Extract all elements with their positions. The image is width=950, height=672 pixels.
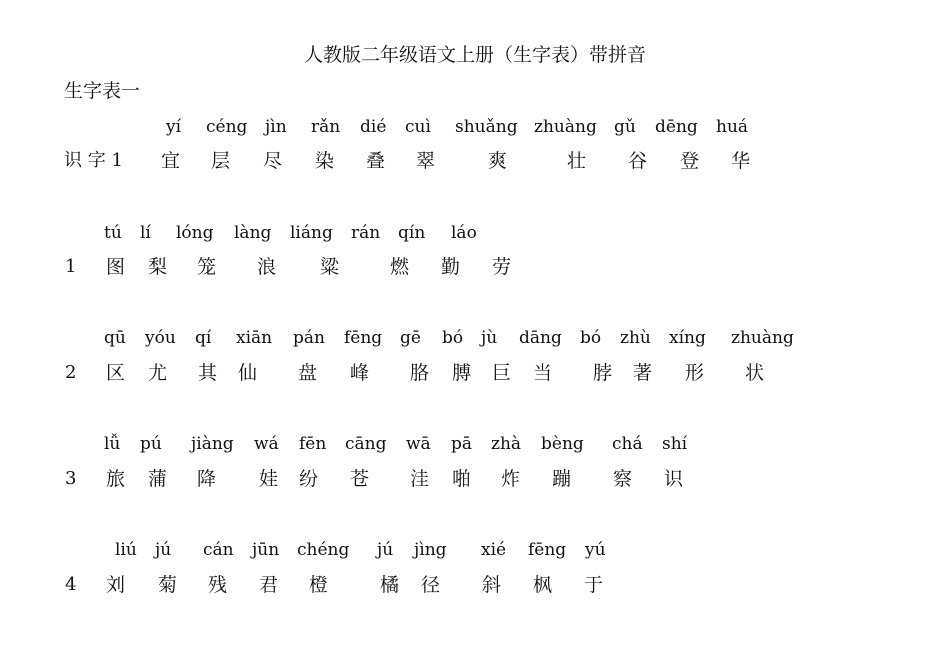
character: 爽 xyxy=(488,150,508,172)
pinyin: tú xyxy=(104,223,122,243)
character: 华 xyxy=(731,150,751,172)
pinyin: qí xyxy=(195,328,212,348)
pinyin: chá xyxy=(612,434,643,454)
character: 其 xyxy=(198,362,218,384)
character: 脖 xyxy=(593,362,613,384)
row-label: 1 xyxy=(65,256,77,277)
character: 巨 xyxy=(492,362,512,384)
character: 君 xyxy=(259,574,279,596)
character: 登 xyxy=(680,150,700,172)
character: 勤 xyxy=(441,256,461,278)
character: 苍 xyxy=(350,468,370,490)
pinyin: shí xyxy=(662,434,688,454)
pinyin: yí xyxy=(166,117,182,137)
character: 染 xyxy=(315,150,335,172)
character: 宜 xyxy=(161,150,181,172)
character: 浪 xyxy=(257,256,277,278)
character: 层 xyxy=(211,150,231,172)
pinyin: lí xyxy=(140,223,151,243)
character: 当 xyxy=(533,362,553,384)
row-label: 3 xyxy=(65,468,77,489)
pinyin: wā xyxy=(406,434,431,454)
character: 于 xyxy=(584,574,604,596)
pinyin: zhuàng xyxy=(534,117,597,137)
pinyin: lǚ xyxy=(104,434,121,454)
character: 刘 xyxy=(106,574,126,596)
character: 识 xyxy=(664,468,684,490)
document-title: 人教版二年级语文上册（生字表）带拼音 xyxy=(303,44,646,66)
pinyin: jiàng xyxy=(191,434,234,454)
pinyin: zhà xyxy=(491,434,522,454)
pinyin: rǎn xyxy=(311,117,341,137)
pinyin: xiān xyxy=(236,328,273,348)
pinyin: cāng xyxy=(345,434,387,454)
pinyin: xíng xyxy=(669,328,706,348)
character: 峰 xyxy=(350,362,370,384)
pinyin: dāng xyxy=(519,328,562,348)
character: 橙 xyxy=(309,574,329,596)
pinyin: xié xyxy=(481,540,507,560)
pinyin: pú xyxy=(140,434,162,454)
pinyin: gē xyxy=(400,328,421,348)
pinyin: làng xyxy=(234,223,272,243)
pinyin: cuì xyxy=(405,117,431,137)
pinyin: pā xyxy=(451,434,473,454)
pinyin: yóu xyxy=(145,328,176,348)
pinyin: shuǎng xyxy=(455,117,518,137)
pinyin: lóng xyxy=(176,223,214,243)
character: 旅 xyxy=(106,468,126,490)
pinyin: yú xyxy=(585,540,606,560)
pinyin: jú xyxy=(377,540,394,560)
character: 橘 xyxy=(380,574,400,596)
pinyin: qín xyxy=(398,223,426,243)
row-label: 2 xyxy=(65,362,77,383)
character: 蹦 xyxy=(552,468,572,490)
section-title: 生字表一 xyxy=(64,80,141,102)
character: 区 xyxy=(106,362,126,384)
pinyin: bó xyxy=(442,328,464,348)
pinyin: liáng xyxy=(290,223,333,243)
character: 洼 xyxy=(410,468,430,490)
character: 蒲 xyxy=(148,468,168,490)
pinyin: jūn xyxy=(252,540,280,560)
character: 膊 xyxy=(452,362,472,384)
pinyin: jú xyxy=(155,540,172,560)
pinyin: liú xyxy=(115,540,137,560)
character: 胳 xyxy=(410,362,430,384)
character: 察 xyxy=(613,468,633,490)
pinyin: dié xyxy=(360,117,387,137)
pinyin: dēng xyxy=(655,117,698,137)
pinyin: pán xyxy=(293,328,325,348)
character: 尽 xyxy=(263,150,283,172)
pinyin: chéng xyxy=(297,540,350,560)
character: 降 xyxy=(197,468,217,490)
pinyin: zhuàng xyxy=(731,328,794,348)
pinyin: wá xyxy=(254,434,279,454)
character: 图 xyxy=(106,256,126,278)
character: 著 xyxy=(633,362,653,384)
character: 炸 xyxy=(501,468,521,490)
pinyin: cán xyxy=(203,540,234,560)
character: 仙 xyxy=(238,362,258,384)
pinyin: jìn xyxy=(265,117,287,137)
character: 燃 xyxy=(390,256,410,278)
character: 粱 xyxy=(320,256,340,278)
pinyin: rán xyxy=(351,223,381,243)
character: 翠 xyxy=(416,150,436,172)
pinyin: fēn xyxy=(299,434,327,454)
pinyin: láo xyxy=(451,223,477,243)
character: 啪 xyxy=(452,468,472,490)
pinyin: jù xyxy=(481,328,498,348)
pinyin: fēng xyxy=(344,328,383,348)
character: 谷 xyxy=(628,150,648,172)
character: 梨 xyxy=(148,256,168,278)
pinyin: bó xyxy=(580,328,602,348)
character: 残 xyxy=(208,574,228,596)
pinyin: jìng xyxy=(414,540,447,560)
character: 状 xyxy=(745,362,765,384)
character: 娃 xyxy=(259,468,279,490)
character: 斜 xyxy=(482,574,502,596)
pinyin: huá xyxy=(716,117,749,137)
character: 枫 xyxy=(533,574,553,596)
row-label: 识 字 1 xyxy=(64,150,123,171)
character: 纷 xyxy=(299,468,319,490)
pinyin: bèng xyxy=(541,434,584,454)
character: 菊 xyxy=(158,574,178,596)
character: 壮 xyxy=(567,150,587,172)
character: 叠 xyxy=(366,150,386,172)
character: 劳 xyxy=(492,256,512,278)
character: 径 xyxy=(421,574,441,596)
character: 形 xyxy=(685,362,705,384)
pinyin: gǔ xyxy=(614,117,636,137)
pinyin: qū xyxy=(104,328,126,348)
pinyin: fēng xyxy=(528,540,567,560)
character: 尤 xyxy=(148,362,168,384)
character: 笼 xyxy=(197,256,217,278)
pinyin: céng xyxy=(206,117,248,137)
character: 盘 xyxy=(298,362,318,384)
pinyin: zhù xyxy=(620,328,651,348)
row-label: 4 xyxy=(65,574,77,595)
